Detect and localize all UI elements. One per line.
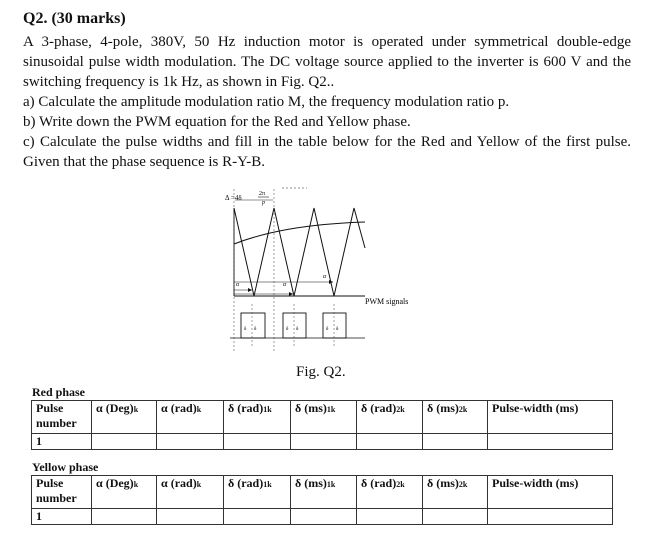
header-delta2-ms: δ (ms)2k	[423, 401, 488, 434]
header-pulse-width: Pulse-width (ms)	[488, 476, 613, 509]
carrier-triangle-wave	[234, 208, 365, 296]
table-row	[32, 509, 613, 525]
alpha-label-3: α	[323, 274, 327, 280]
table-header-row	[32, 476, 613, 509]
header-delta1-ms: δ (ms)1k	[291, 401, 357, 434]
fraction-numerator: 2π	[259, 191, 266, 197]
question-title: Q2. (30 marks)	[23, 10, 126, 27]
table-header-row	[32, 401, 613, 434]
delta-label: δ	[286, 327, 289, 332]
question-part-a: a) Calculate the amplitude modulation ratio M, the frequency modulation ratio p.	[23, 94, 510, 110]
sine-reference	[234, 222, 365, 244]
pwm-pulse-3	[323, 313, 346, 338]
question-body	[23, 32, 631, 172]
question-part-c: c) Calculate the pulse widths and fill in the table below for the Red and Yellow of the first pulse. Given that the phase sequence is R-Y-B.	[23, 134, 631, 170]
pwm-signals-label: PWM signals	[365, 297, 409, 306]
table-cell[interactable]	[157, 509, 224, 525]
header-delta1-rad: δ (rad)1k	[224, 401, 291, 434]
header-delta2-rad: δ (rad)2k	[357, 401, 423, 434]
table-cell[interactable]	[357, 434, 423, 450]
table-cell[interactable]	[423, 434, 488, 450]
yellow-phase-table	[31, 475, 613, 525]
alpha-label-2: α	[283, 282, 287, 288]
header-pulse-number: Pulse number	[32, 476, 92, 509]
header-alpha-rad: α (rad)k	[157, 476, 224, 509]
figure-caption: Fig. Q2.	[296, 364, 346, 380]
header-delta2-rad: δ (rad)2k	[357, 476, 423, 509]
table-row	[32, 434, 613, 450]
table-cell[interactable]	[291, 434, 357, 450]
header-delta1-ms: δ (ms)1k	[291, 476, 357, 509]
yellow-table-title: Yellow phase	[32, 460, 99, 474]
pwm-figure	[225, 186, 425, 356]
header-pulse-width: Pulse-width (ms)	[488, 401, 613, 434]
pwm-diagram	[225, 186, 425, 356]
delta-label: δ	[326, 327, 329, 332]
red-table-title: Red phase	[32, 385, 86, 399]
delta-label: δ	[254, 327, 257, 332]
delta-label: δ	[244, 327, 247, 332]
table-cell[interactable]	[157, 434, 224, 450]
table-cell[interactable]	[488, 509, 613, 525]
pwm-pulse-2	[283, 313, 306, 338]
header-alpha-deg: α (Deg)k	[92, 401, 157, 434]
table-cell[interactable]	[92, 434, 157, 450]
question-part-b: b) Write down the PWM equation for the Red and Yellow phase.	[23, 114, 411, 130]
delta-width-label: Δ =4δ	[225, 194, 242, 202]
table-cell[interactable]	[92, 509, 157, 525]
alpha-label-1: α	[236, 282, 240, 288]
table-cell[interactable]	[488, 434, 613, 450]
table-cell[interactable]	[224, 434, 291, 450]
header-pulse-number: Pulse number	[32, 401, 92, 434]
delta-label: δ	[296, 327, 299, 332]
header-alpha-deg: α (Deg)k	[92, 476, 157, 509]
red-phase-table	[31, 400, 613, 450]
table-cell[interactable]	[357, 509, 423, 525]
table-cell[interactable]	[423, 509, 488, 525]
pwm-pulse-1	[241, 313, 265, 338]
table-cell[interactable]: 1	[32, 509, 92, 525]
header-alpha-rad: α (rad)k	[157, 401, 224, 434]
table-cell[interactable]	[224, 509, 291, 525]
question-intro: A 3-phase, 4-pole, 380V, 50 Hz induction motor is operated under symmetrical double-edge sinusoidal pulse width modulation. The DC voltage source applied to the inverter is 600 V and the switching frequency is 1k Hz, as shown in Fig. Q2..	[23, 34, 631, 90]
delta-label: δ	[336, 327, 339, 332]
header-delta2-ms: δ (ms)2k	[423, 476, 488, 509]
table-cell[interactable]: 1	[32, 434, 92, 450]
fraction-denominator: p	[262, 200, 265, 206]
table-cell[interactable]	[291, 509, 357, 525]
header-delta1-rad: δ (rad)1k	[224, 476, 291, 509]
